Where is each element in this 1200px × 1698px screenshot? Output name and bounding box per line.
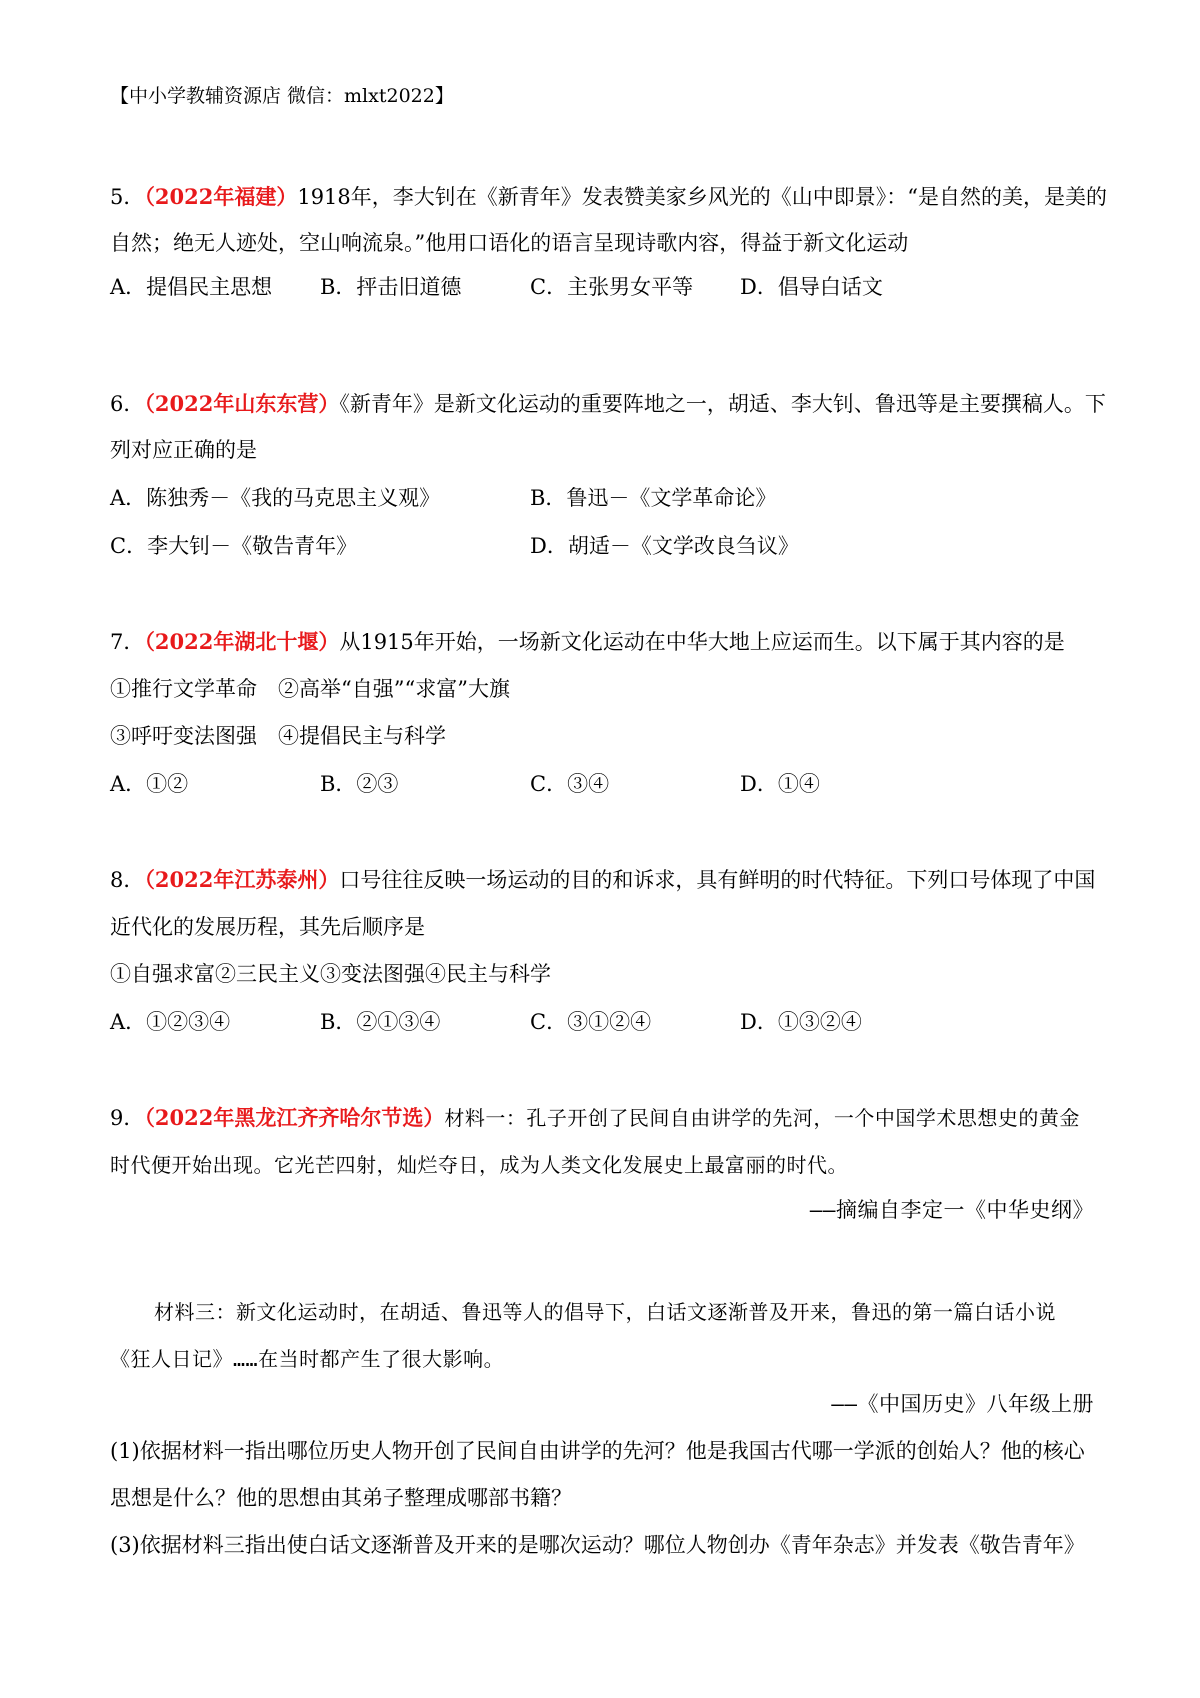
q6-number: 6． [110, 392, 145, 416]
q7-option-d[interactable]: D．①④ [740, 772, 820, 796]
q5-text-2: 自然；绝无人迹处，空山响流泉。”他用口语化的语言呈现诗歌内容，得益于新文化运动 [110, 231, 909, 255]
q6-option-a[interactable]: A．陈独秀－《我的马克思主义观》 [110, 486, 441, 510]
q5-text-1: 1918年，李大钊在《新青年》发表赞美家乡风光的《山中即景》：“是自然的美，是美的 [297, 185, 1108, 209]
q6-option-b[interactable]: B．鲁迅－《文学革命论》 [530, 486, 777, 510]
q8-number: 8． [110, 868, 145, 892]
q8-option-b[interactable]: B．②①③④ [320, 1010, 441, 1034]
q8-items: ①自强求富②三民主义③变法图强④民主与科学 [110, 962, 551, 986]
q6-text-2: 列对应正确的是 [110, 438, 257, 462]
q7-option-a[interactable]: A．①② [110, 772, 189, 796]
q8-option-c[interactable]: C．③①②④ [530, 1010, 652, 1034]
q6-option-d[interactable]: D．胡适－《文学改良刍议》 [530, 534, 799, 558]
q9-sub-1-text-1: (1)依据材料一指出哪位历史人物开创了民间自由讲学的先河？他是我国古代哪一学派的创始人？他的核心 [110, 1439, 1085, 1463]
q8-option-a[interactable]: A．①②③④ [110, 1010, 231, 1034]
q8-line-1 [110, 866, 1095, 894]
q6-line-1 [110, 390, 1106, 418]
q5-option-d[interactable]: D．倡导白话文 [740, 275, 883, 299]
q7-option-b[interactable]: B．②③ [320, 772, 399, 796]
q9-material-3-text-1: 材料三：新文化运动时，在胡适、鲁迅等人的倡导下，白话文逐渐普及开来，鲁迅的第一篇白话小说 [154, 1300, 1056, 1324]
q6-option-c[interactable]: C．李大钊－《敬告青年》 [110, 534, 358, 558]
q8-text-2: 近代化的发展历程，其先后顺序是 [110, 915, 425, 939]
q7-items-2: ③呼吁变法图强 ④提倡民主与科学 [110, 724, 446, 748]
q9-material-3-citation: ——《中国历史》八年级上册 [831, 1392, 1094, 1416]
q8-source: （2022年江苏泰州） [144, 867, 340, 892]
q9-material-1-citation: ——摘编自李定一《中华史纲》 [809, 1198, 1094, 1222]
q9-sub-1-text-2: 思想是什么？他的思想由其弟子整理成哪部书籍？ [110, 1486, 572, 1510]
q9-material-3-text-2: 《狂人日记》……在当时都产生了很大影响。 [110, 1347, 505, 1371]
q7-line-1 [110, 628, 1065, 656]
q9-line-1 [110, 1104, 1080, 1132]
q7-source: （2022年湖北十堰） [144, 629, 340, 654]
q8-option-d[interactable]: D．①③②④ [740, 1010, 862, 1034]
q5-number: 5． [110, 185, 145, 209]
q9-sub-3-text-1: (3)依据材料三指出使白话文逐渐普及开来的是哪次运动？哪位人物创办《青年杂志》并发表《敬告青年》 [110, 1533, 1085, 1557]
q5-option-b[interactable]: B．抨击旧道德 [320, 275, 462, 299]
q6-text-1: 《新青年》是新文化运动的重要阵地之一，胡适、李大钊、鲁迅等是主要撰稿人。下 [339, 392, 1106, 416]
q5-option-c[interactable]: C．主张男女平等 [530, 275, 694, 299]
q9-material-1-text-1: 材料一：孔子开创了民间自由讲学的先河，一个中国学术思想史的黄金 [444, 1106, 1080, 1130]
q5-option-a[interactable]: A．提倡民主思想 [110, 275, 273, 299]
q9-material-1-text-2: 时代便开始出现。它光芒四射，灿烂夺日，成为人类文化发展史上最富丽的时代。 [110, 1153, 848, 1177]
q7-option-c[interactable]: C．③④ [530, 772, 610, 796]
q6-source: （2022年山东东营） [144, 391, 340, 416]
q5-line-1 [110, 183, 1107, 211]
watermark-header: 【中小学教辅资源店 微信：mlxt2022】 [110, 85, 454, 107]
q7-items-1: ①推行文学革命 ②高举“自强”“求富”大旗 [110, 677, 510, 701]
q5-source: （2022年福建） [144, 184, 298, 209]
q8-text-1: 口号往往反映一场运动的目的和诉求，具有鲜明的时代特征。下列口号体现了中国 [339, 868, 1096, 892]
q9-number: 9． [110, 1106, 145, 1130]
q7-number: 7． [110, 630, 145, 654]
q7-text-1: 从1915年开始，一场新文化运动在中华大地上应运而生。以下属于其内容的是 [339, 630, 1065, 654]
q9-source: （2022年黑龙江齐齐哈尔节选） [144, 1105, 445, 1130]
